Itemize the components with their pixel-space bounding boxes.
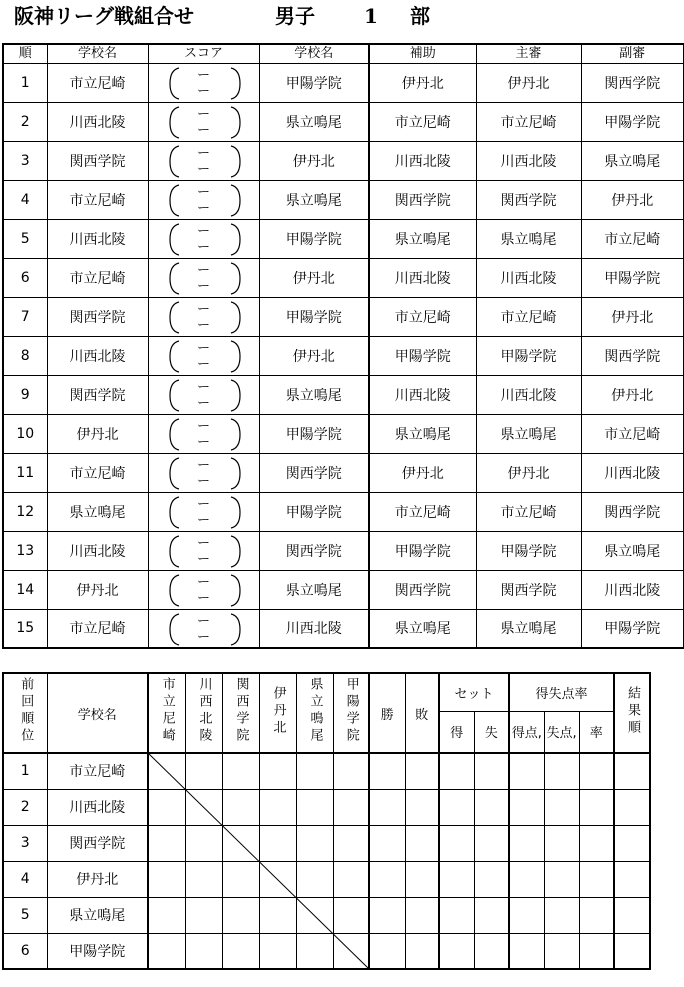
sub-referee-name: 関西学院 [581,492,684,531]
match-order: 15 [3,609,47,648]
score-slot [149,259,259,297]
score-dash-bottom: ー [196,590,210,606]
match-order: 8 [3,336,47,375]
match-order: 3 [3,141,47,180]
wins-cell [369,753,405,789]
points-for-cell [509,825,544,861]
match-order: 14 [3,570,47,609]
score-dash-bottom: ー [196,356,210,372]
standings-header-row [3,673,650,711]
match-order: 7 [3,297,47,336]
score-cell [148,63,259,102]
result-rank-header-label: 結果順 [625,685,641,737]
score-slot [149,298,259,336]
match-row [3,258,684,297]
sets-won-cell [439,897,474,933]
score-dash-top: ー [196,184,210,200]
sub-referee-name: 甲陽学院 [581,102,684,141]
team-b-name: 県立鳴尾 [259,375,369,414]
match-order: 2 [3,102,47,141]
assistant-name: 伊丹北 [369,453,476,492]
match-row [3,336,684,375]
score-cell [148,219,259,258]
chief-referee-name: 伊丹北 [476,453,581,492]
losses-cell [405,825,439,861]
wins-cell [369,933,405,969]
sets-won-cell [439,753,474,789]
sub-referee-name: 市立尼崎 [581,414,684,453]
match-row [3,609,684,648]
losses-cell [405,753,439,789]
score-cell [148,102,259,141]
score-dash-bottom: ー [196,200,210,216]
sub-referee-name: 市立尼崎 [581,219,684,258]
opponent-header-label: 関西学院 [233,677,249,745]
team-b-name: 甲陽学院 [259,63,369,102]
losses-header: 敗 [405,673,439,753]
team-b-header: 学校名 [259,44,369,63]
score-slot [149,181,259,219]
score-dash-bottom: ー [196,161,210,177]
sets-won-cell [439,933,474,969]
result-rank-cell [614,789,650,825]
points-for-cell [509,933,544,969]
prev-rank: 6 [3,933,47,969]
score-dash-bottom: ー [196,629,210,645]
team-b-name: 甲陽学院 [259,492,369,531]
score-slot [149,454,259,492]
score-dash-bottom: ー [196,512,210,528]
team-b-name: 伊丹北 [259,258,369,297]
prev-rank: 2 [3,789,47,825]
team-a-name: 関西学院 [47,141,148,180]
match-row [3,219,684,258]
ratio-cell [579,861,614,897]
team-b-name: 県立鳴尾 [259,570,369,609]
team-a-name: 川西北陵 [47,336,148,375]
team-b-name: 県立鳴尾 [259,180,369,219]
opponent-header [148,673,185,753]
sets-lost-cell [474,753,509,789]
prev-rank: 5 [3,897,47,933]
match-order: 6 [3,258,47,297]
chief-referee-name: 県立鳴尾 [476,219,581,258]
school-name: 川西北陵 [47,789,148,825]
points-for-header: 得点, [509,711,544,753]
score-slot [149,610,259,648]
prev-rank-header [3,673,47,753]
school-name: 関西学院 [47,825,148,861]
team-a-name: 市立尼崎 [47,453,148,492]
score-slot [149,337,259,375]
points-against-cell [544,933,579,969]
chief-referee-name: 県立鳴尾 [476,414,581,453]
match-order: 13 [3,531,47,570]
assistant-name: 市立尼崎 [369,102,476,141]
chief-referee-name: 伊丹北 [476,63,581,102]
chief-referee-name: 市立尼崎 [476,297,581,336]
chief-referee-name: 川西北陵 [476,258,581,297]
team-b-name: 甲陽学院 [259,414,369,453]
sub-referee-header: 副審 [581,44,684,63]
score-dash-bottom: ー [196,395,210,411]
points-against-cell [544,753,579,789]
score-cell [148,570,259,609]
score-slot [149,64,259,102]
score-dash-top: ー [196,496,210,512]
match-row [3,453,684,492]
assistant-name: 県立鳴尾 [369,219,476,258]
division-label: 部 [410,4,430,28]
wins-header: 勝 [369,673,405,753]
points-against-cell [544,825,579,861]
team-b-name: 川西北陵 [259,609,369,648]
match-row [3,141,684,180]
prev-rank: 1 [3,753,47,789]
score-cell [148,453,259,492]
assistant-name: 関西学院 [369,570,476,609]
score-dash-bottom: ー [196,239,210,255]
score-slot [149,571,259,609]
team-a-name: 川西北陵 [47,531,148,570]
sub-referee-name: 甲陽学院 [581,258,684,297]
chief-referee-name: 関西学院 [476,180,581,219]
losses-cell [405,789,439,825]
match-order: 5 [3,219,47,258]
assistant-name: 川西北陵 [369,141,476,180]
sets-won-cell [439,789,474,825]
sets-won-header: 得 [439,711,474,753]
opponent-header-label: 川西北陵 [196,677,212,745]
opponent-header [333,673,369,753]
ratio-cell [579,789,614,825]
score-cell [148,492,259,531]
sets-lost-cell [474,897,509,933]
chief-referee-name: 市立尼崎 [476,102,581,141]
match-order: 11 [3,453,47,492]
ratio-cell [579,825,614,861]
points-against-cell [544,861,579,897]
team-a-header: 学校名 [47,44,148,63]
team-a-name: 市立尼崎 [47,63,148,102]
schedule-body [3,63,684,648]
score-header: スコア [148,44,259,63]
chief-referee-name: 関西学院 [476,570,581,609]
assistant-header: 補助 [369,44,476,63]
sub-referee-name: 川西北陵 [581,570,684,609]
match-row [3,102,684,141]
score-dash-top: ー [196,418,210,434]
score-dash-top: ー [196,379,210,395]
chief-referee-name: 甲陽学院 [476,531,581,570]
match-order: 1 [3,63,47,102]
points-for-cell [509,861,544,897]
points-for-cell [509,789,544,825]
prev-rank-header-label: 前回順位 [18,677,34,745]
sets-lost-cell [474,933,509,969]
score-dash-bottom: ー [196,317,210,333]
school-name: 県立鳴尾 [47,897,148,933]
sub-referee-name: 川西北陵 [581,453,684,492]
score-dash-top: ー [196,145,210,161]
school-name: 甲陽学院 [47,933,148,969]
match-order: 10 [3,414,47,453]
score-cell [148,336,259,375]
sets-lost-header: 失 [474,711,509,753]
sets-lost-cell [474,789,509,825]
score-slot [149,376,259,414]
result-rank-cell [614,933,650,969]
team-a-name: 伊丹北 [47,414,148,453]
team-b-name: 関西学院 [259,531,369,570]
team-a-name: 市立尼崎 [47,180,148,219]
score-dash-top: ー [196,67,210,83]
score-dash-bottom: ー [196,122,210,138]
score-dash-top: ー [196,574,210,590]
assistant-name: 伊丹北 [369,63,476,102]
points-against-cell [544,789,579,825]
sets-won-cell [439,861,474,897]
score-dash-bottom: ー [196,83,210,99]
opponent-header-label: 伊丹北 [270,685,286,737]
score-dash-top: ー [196,301,210,317]
sub-referee-name: 伊丹北 [581,375,684,414]
score-dash-bottom: ー [196,551,210,567]
opponent-header-label: 県立鳴尾 [307,677,323,745]
chief-referee-name: 県立鳴尾 [476,609,581,648]
school-name: 市立尼崎 [47,753,148,789]
school-name: 伊丹北 [47,861,148,897]
prev-rank: 4 [3,861,47,897]
match-row [3,375,684,414]
ratio-header: 率 [579,711,614,753]
assistant-name: 市立尼崎 [369,492,476,531]
sub-referee-name: 甲陽学院 [581,609,684,648]
team-a-name: 関西学院 [47,297,148,336]
result-rank-cell [614,825,650,861]
score-dash-top: ー [196,613,210,629]
match-order: 9 [3,375,47,414]
page-title: 阪神リーグ戦組合せ [14,4,194,28]
result-rank-cell [614,753,650,789]
diagonal-line [147,752,368,968]
sets-lost-cell [474,861,509,897]
score-dash-bottom: ー [196,278,210,294]
score-dash-top: ー [196,457,210,473]
match-row [3,492,684,531]
division-number: 1 [364,4,378,28]
sets-header: セット [439,673,509,711]
school-header: 学校名 [47,673,148,753]
ratio-cell [579,933,614,969]
result-rank-cell [614,861,650,897]
wins-cell [369,861,405,897]
chief-referee-name: 市立尼崎 [476,492,581,531]
result-rank-cell [614,897,650,933]
match-row [3,531,684,570]
score-dash-top: ー [196,340,210,356]
assistant-name: 関西学院 [369,180,476,219]
opponent-header [296,673,333,753]
assistant-name: 川西北陵 [369,375,476,414]
match-schedule-table [2,43,684,649]
match-row [3,180,684,219]
match-order: 4 [3,180,47,219]
match-row [3,570,684,609]
points-for-cell [509,753,544,789]
score-slot [149,220,259,258]
score-dash-bottom: ー [196,473,210,489]
assistant-name: 県立鳴尾 [369,414,476,453]
sub-referee-name: 県立鳴尾 [581,531,684,570]
points-against-header: 失点, [544,711,579,753]
score-dash-top: ー [196,223,210,239]
opponent-header [259,673,296,753]
score-slot [149,532,259,570]
score-dash-top: ー [196,262,210,278]
team-a-name: 関西学院 [47,375,148,414]
category-label: 男子 [275,4,315,28]
team-b-name: 関西学院 [259,453,369,492]
sub-referee-name: 県立鳴尾 [581,141,684,180]
sets-won-cell [439,825,474,861]
score-dash-top: ー [196,535,210,551]
assistant-name: 県立鳴尾 [369,609,476,648]
team-b-name: 伊丹北 [259,141,369,180]
sub-referee-name: 伊丹北 [581,180,684,219]
losses-cell [405,933,439,969]
chief-referee-name: 甲陽学院 [476,336,581,375]
match-row [3,297,684,336]
assistant-name: 甲陽学院 [369,336,476,375]
team-a-name: 市立尼崎 [47,258,148,297]
ratio-cell [579,897,614,933]
team-b-name: 甲陽学院 [259,297,369,336]
team-a-name: 市立尼崎 [47,609,148,648]
ratio-cell [579,753,614,789]
score-cell [148,375,259,414]
schedule-header-row [3,44,684,63]
score-cell [148,258,259,297]
order-header: 順 [3,44,47,63]
score-cell [148,531,259,570]
sub-referee-name: 関西学院 [581,336,684,375]
assistant-name: 川西北陵 [369,258,476,297]
points-against-cell [544,897,579,933]
score-slot [149,142,259,180]
opponent-header-label: 市立尼崎 [159,677,175,745]
sub-referee-name: 関西学院 [581,63,684,102]
chief-referee-header: 主審 [476,44,581,63]
point-ratio-header: 得失点率 [509,673,614,711]
team-b-name: 県立鳴尾 [259,102,369,141]
team-b-name: 甲陽学院 [259,219,369,258]
team-a-name: 川西北陵 [47,219,148,258]
match-row [3,63,684,102]
match-order: 12 [3,492,47,531]
score-cell [148,180,259,219]
wins-cell [369,897,405,933]
chief-referee-name: 川西北陵 [476,141,581,180]
team-a-name: 県立鳴尾 [47,492,148,531]
score-slot [149,103,259,141]
wins-cell [369,825,405,861]
score-dash-top: ー [196,106,210,122]
losses-cell [405,897,439,933]
result-rank-header [614,673,650,753]
team-b-name: 伊丹北 [259,336,369,375]
sets-lost-cell [474,825,509,861]
score-cell [148,297,259,336]
score-cell [148,609,259,648]
sub-referee-name: 伊丹北 [581,297,684,336]
opponent-header [222,673,259,753]
wins-cell [369,789,405,825]
match-row [3,414,684,453]
prev-rank: 3 [3,825,47,861]
team-a-name: 伊丹北 [47,570,148,609]
opponent-header-label: 甲陽学院 [343,677,359,745]
score-slot [149,415,259,453]
score-cell [148,414,259,453]
score-cell [148,141,259,180]
assistant-name: 甲陽学院 [369,531,476,570]
self-match-diagonal-line [147,752,368,968]
points-for-cell [509,897,544,933]
score-slot [149,493,259,531]
opponent-header [185,673,222,753]
team-a-name: 川西北陵 [47,102,148,141]
score-dash-bottom: ー [196,434,210,450]
losses-cell [405,861,439,897]
chief-referee-name: 川西北陵 [476,375,581,414]
assistant-name: 市立尼崎 [369,297,476,336]
